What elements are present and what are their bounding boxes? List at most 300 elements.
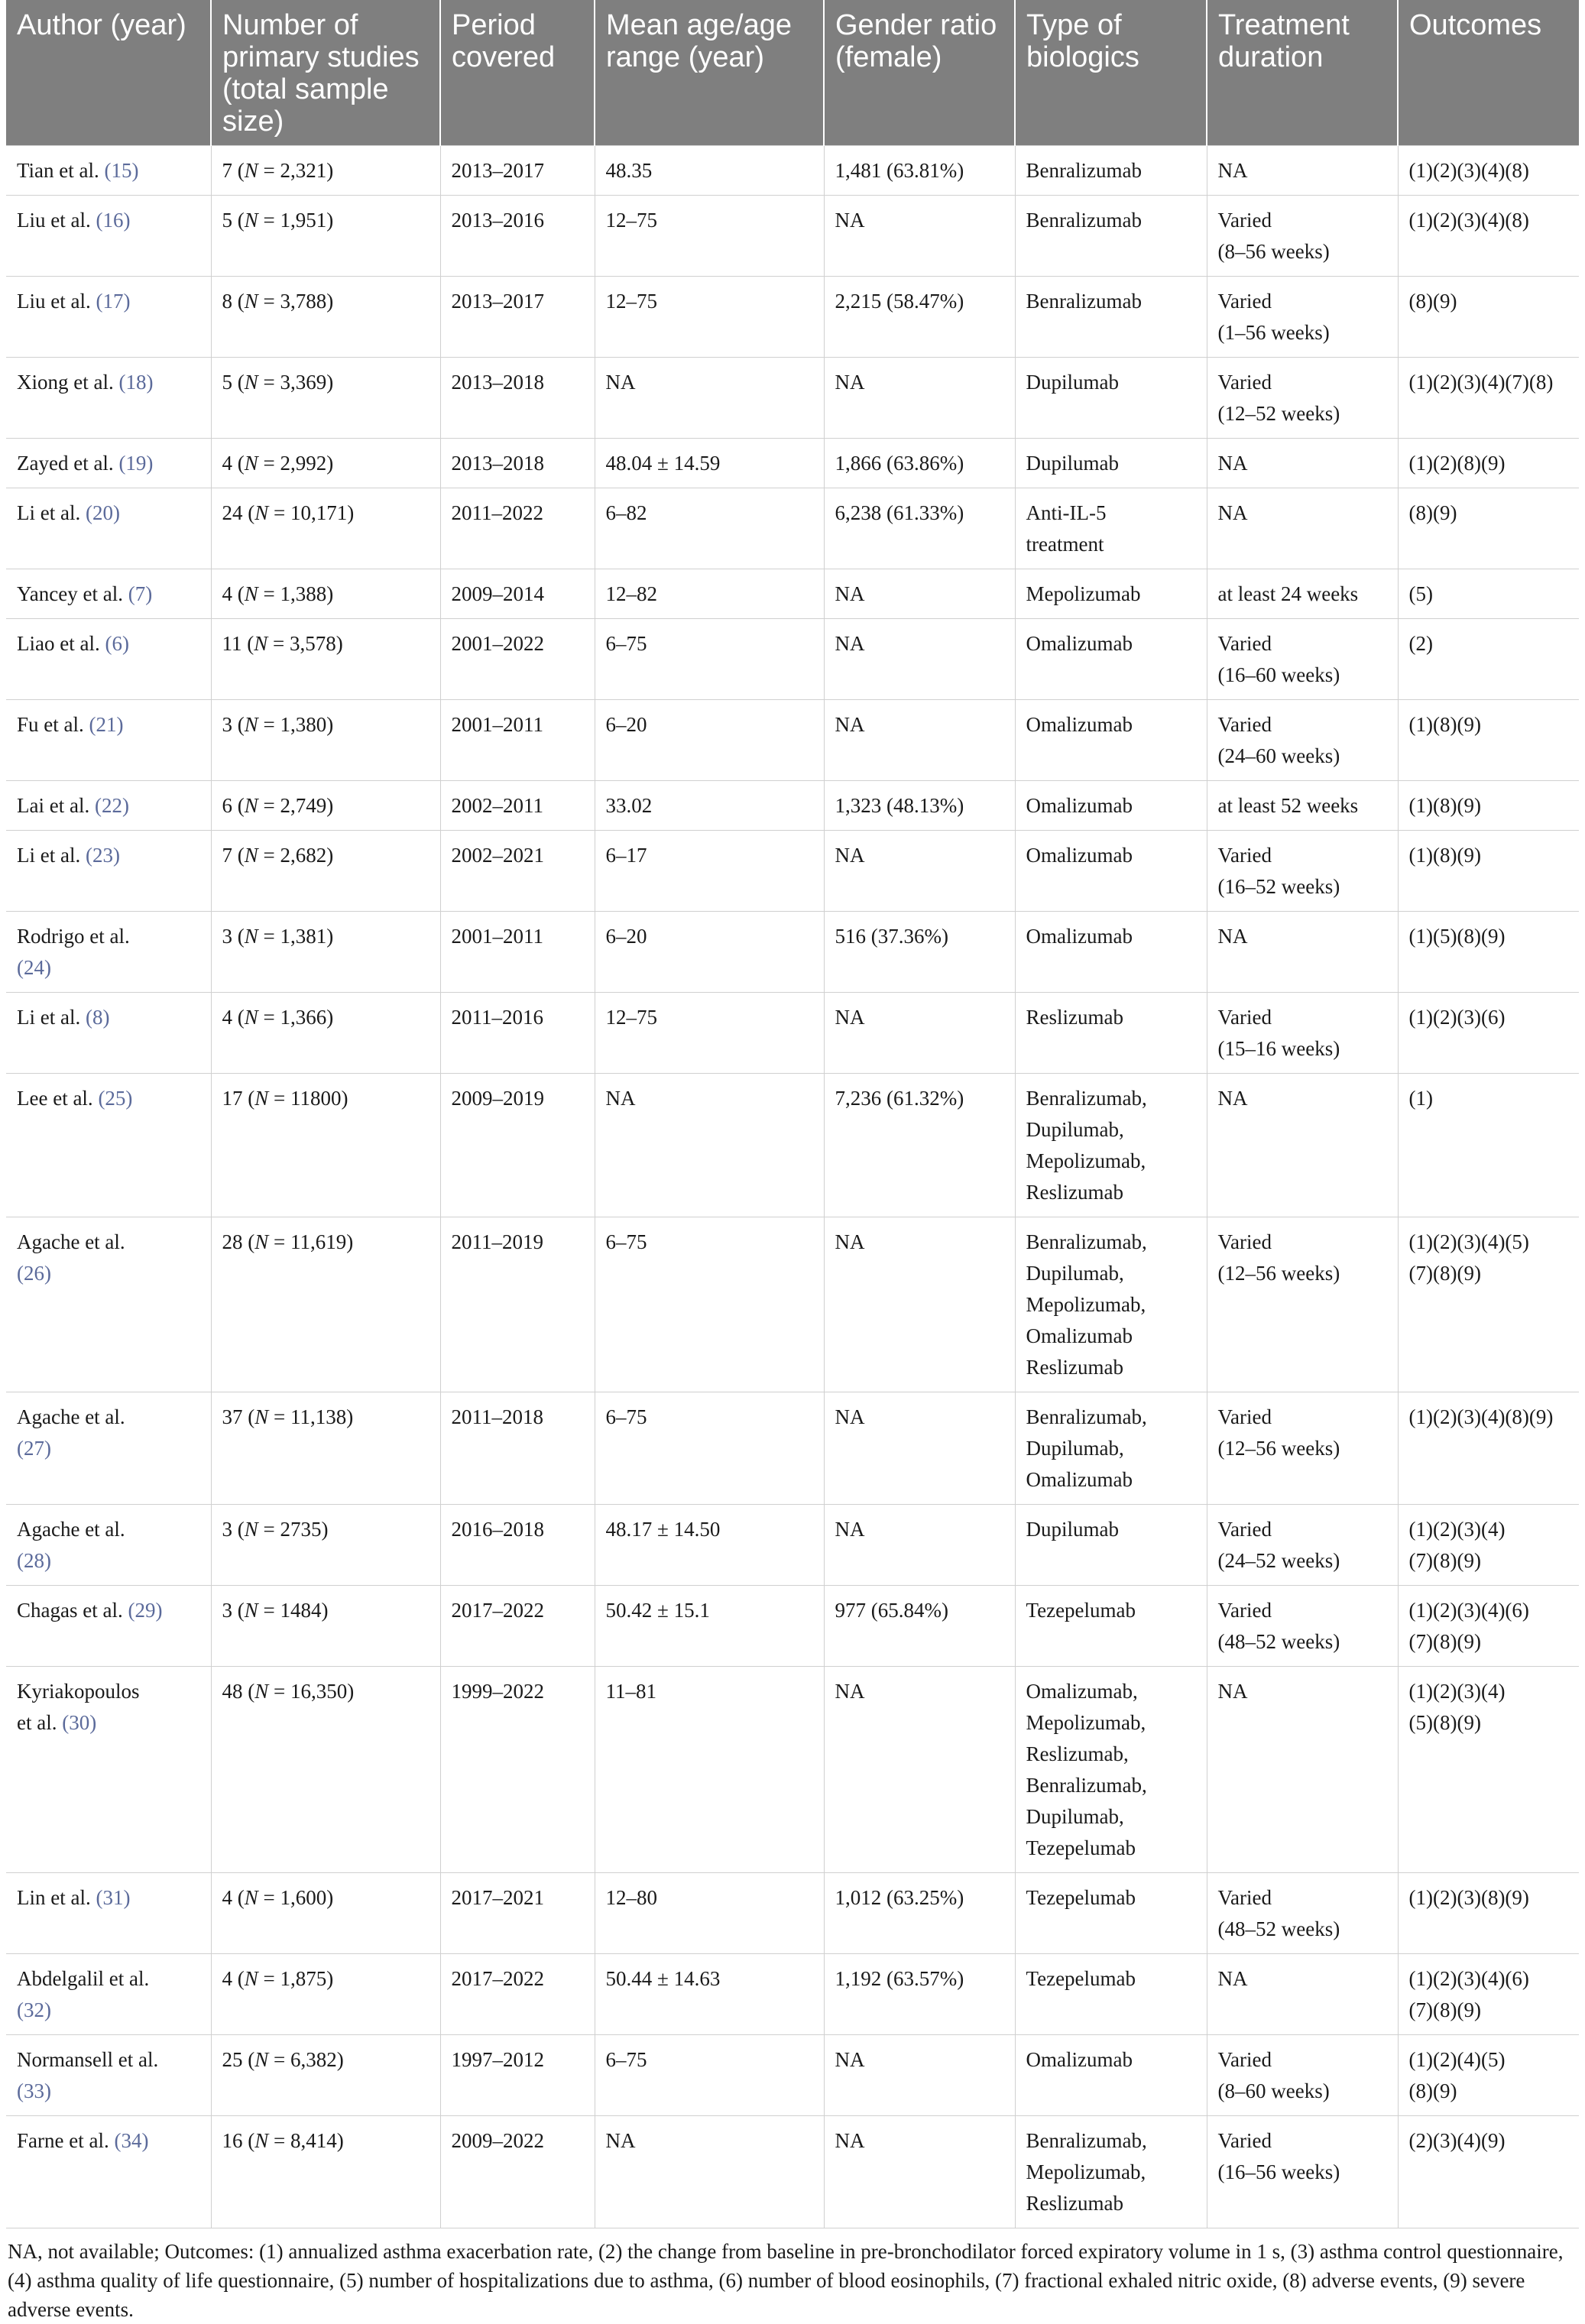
- sample-size: 1,381): [280, 925, 334, 948]
- reference-link: (16): [96, 209, 131, 232]
- cell-duration: [1207, 1586, 1398, 1667]
- duration-line: (48–52 weeks): [1217, 1917, 1340, 1940]
- sample-size: 2,749): [280, 794, 334, 817]
- cell-biologics: [1015, 700, 1207, 781]
- cell-outcomes: [1398, 1667, 1579, 1873]
- sample-size-label: N: [244, 209, 258, 232]
- duration-line: (12–52 weeks): [1217, 402, 1340, 425]
- cell-outcomes: [1398, 831, 1579, 912]
- sample-size: 11,619): [290, 1230, 354, 1253]
- sample-size-label: N: [254, 501, 269, 524]
- cell-biologics: [1015, 1217, 1207, 1392]
- biologics-line: Reslizumab: [1026, 1006, 1123, 1029]
- cell-age: 12–75: [595, 993, 824, 1074]
- author-name: Tian et al.: [17, 159, 99, 182]
- cell-author: [6, 1074, 211, 1217]
- duration-line: (12–56 weeks): [1217, 1437, 1340, 1460]
- author-name: Liu et al.: [17, 290, 91, 313]
- biologics-line: Dupilumab: [1026, 452, 1119, 475]
- table-row: [6, 488, 1579, 569]
- biologics-line: Mepolizumab,: [1026, 1711, 1146, 1734]
- cell-author: [6, 277, 211, 358]
- cell-outcomes: [1398, 1392, 1579, 1505]
- cell-age: 48.04 ± 14.59: [595, 439, 824, 488]
- sample-size-label: N: [244, 844, 258, 867]
- biologics-line: Reslizumab: [1026, 1181, 1123, 1204]
- cell-studies: [211, 619, 440, 700]
- author-name: Fu et al.: [17, 713, 84, 736]
- sample-size-label: N: [254, 1680, 269, 1703]
- reference-link: (30): [62, 1711, 97, 1734]
- sample-size-label: N: [244, 1886, 258, 1909]
- cell-gender: 1,866 (63.86%): [824, 439, 1015, 488]
- cell-duration: [1207, 700, 1398, 781]
- table-row: [6, 700, 1579, 781]
- cell-period: 2011–2022: [440, 488, 595, 569]
- cell-gender: 7,236 (61.32%): [824, 1074, 1015, 1217]
- studies-count: 3 (: [222, 1599, 245, 1622]
- studies-count: 25 (: [222, 2048, 255, 2071]
- sample-size-label: N: [254, 2048, 269, 2071]
- cell-duration: [1207, 569, 1398, 619]
- cell-author: [6, 358, 211, 439]
- cell-studies: [211, 196, 440, 277]
- biologics-line: Omalizumab: [1026, 632, 1133, 655]
- cell-age: 12–75: [595, 196, 824, 277]
- header-gender: Gender ratio (female): [824, 0, 1015, 146]
- duration-line: (16–52 weeks): [1217, 875, 1340, 898]
- cell-age: 6–75: [595, 2035, 824, 2116]
- biologics-line: Omalizumab: [1026, 1324, 1133, 1347]
- table-row: [6, 831, 1579, 912]
- cell-age: 12–82: [595, 569, 824, 619]
- author-name: Agache et al.: [17, 1230, 125, 1253]
- biologics-line: Tezepelumab: [1026, 1886, 1136, 1909]
- cell-author: [6, 439, 211, 488]
- reference-link: (33): [17, 2079, 51, 2102]
- cell-biologics: [1015, 358, 1207, 439]
- cell-biologics: [1015, 831, 1207, 912]
- cell-gender: NA: [824, 700, 1015, 781]
- cell-period: 2013–2017: [440, 146, 595, 196]
- cell-duration: [1207, 358, 1398, 439]
- biologics-line: Dupilumab,: [1026, 1118, 1124, 1141]
- outcomes-line: (8)(9): [1408, 501, 1457, 524]
- biologics-line: treatment: [1026, 533, 1104, 556]
- outcomes-line: (1)(5)(8)(9): [1408, 925, 1506, 948]
- author-name-cont: et al.: [17, 1711, 57, 1734]
- sample-size-label: N: [244, 1518, 258, 1541]
- duration-line: (8–56 weeks): [1217, 240, 1330, 263]
- biologics-line: Benralizumab,: [1026, 2129, 1147, 2152]
- table-row: [6, 146, 1579, 196]
- outcomes-line: (1)(8)(9): [1408, 713, 1481, 736]
- duration-line: Varied: [1217, 713, 1272, 736]
- cell-period: 2009–2014: [440, 569, 595, 619]
- sample-size: 6,382): [290, 2048, 344, 2071]
- biologics-line: Tezepelumab: [1026, 1967, 1136, 1990]
- cell-outcomes: [1398, 2035, 1579, 2116]
- reference-link: (32): [17, 1998, 51, 2021]
- cell-duration: [1207, 1217, 1398, 1392]
- cell-period: 2013–2018: [440, 439, 595, 488]
- cell-age: NA: [595, 2116, 824, 2228]
- cell-duration: [1207, 1873, 1398, 1954]
- studies-count: 3 (: [222, 713, 245, 736]
- reference-link: (8): [85, 1006, 110, 1029]
- sample-size: 1,875): [280, 1967, 334, 1990]
- cell-author: [6, 1954, 211, 2035]
- outcomes-line: (1)(2)(3)(4)(8): [1408, 159, 1529, 182]
- biologics-line: Mepolizumab,: [1026, 2160, 1146, 2183]
- cell-age: 6–20: [595, 700, 824, 781]
- biologics-line: Omalizumab: [1026, 713, 1133, 736]
- cell-period: 2013–2018: [440, 358, 595, 439]
- author-name: Kyriakopoulos: [17, 1680, 140, 1703]
- biologics-line: Benralizumab,: [1026, 1405, 1147, 1428]
- reference-link: (23): [85, 844, 120, 867]
- duration-line: (1–56 weeks): [1217, 321, 1330, 344]
- cell-gender: NA: [824, 993, 1015, 1074]
- cell-period: 2001–2022: [440, 619, 595, 700]
- outcomes-line: (1)(2)(3)(4)(5): [1408, 1230, 1529, 1253]
- sample-size-label: N: [244, 713, 258, 736]
- duration-line: NA: [1217, 925, 1248, 948]
- studies-count: 37 (: [222, 1405, 255, 1428]
- cell-studies: [211, 781, 440, 831]
- cell-biologics: [1015, 569, 1207, 619]
- cell-duration: [1207, 1667, 1398, 1873]
- table-container: [6, 0, 1579, 2324]
- cell-age: 6–20: [595, 912, 824, 993]
- outcomes-line: (7)(8)(9): [1408, 1262, 1481, 1285]
- cell-outcomes: [1398, 1586, 1579, 1667]
- duration-line: (8–60 weeks): [1217, 2079, 1330, 2102]
- table-row: [6, 196, 1579, 277]
- cell-gender: NA: [824, 2035, 1015, 2116]
- cell-studies: [211, 2035, 440, 2116]
- cell-age: 12–80: [595, 1873, 824, 1954]
- cell-period: 2001–2011: [440, 912, 595, 993]
- duration-line: Varied: [1217, 2048, 1272, 2071]
- duration-line: at least 24 weeks: [1217, 582, 1359, 605]
- author-name: Liu et al.: [17, 209, 91, 232]
- sample-size: 8,414): [290, 2129, 344, 2152]
- cell-period: 2013–2016: [440, 196, 595, 277]
- outcomes-line: (1): [1408, 1087, 1433, 1110]
- cell-age: 12–75: [595, 277, 824, 358]
- cell-period: 2011–2016: [440, 993, 595, 1074]
- biologics-line: Omalizumab: [1026, 2048, 1133, 2071]
- sample-size: 3,788): [280, 290, 334, 313]
- sample-size: 1,380): [280, 713, 334, 736]
- cell-outcomes: [1398, 781, 1579, 831]
- duration-line: Varied: [1217, 632, 1272, 655]
- cell-studies: [211, 1505, 440, 1586]
- cell-period: 2011–2018: [440, 1392, 595, 1505]
- sample-size-label: N: [254, 1405, 269, 1428]
- cell-outcomes: [1398, 277, 1579, 358]
- cell-age: NA: [595, 1074, 824, 1217]
- cell-author: [6, 2035, 211, 2116]
- studies-count: 7 (: [222, 844, 245, 867]
- duration-line: (12–56 weeks): [1217, 1262, 1340, 1285]
- cell-studies: [211, 1392, 440, 1505]
- biologics-line: Dupilumab,: [1026, 1262, 1124, 1285]
- cell-period: 1999–2022: [440, 1667, 595, 1873]
- sample-size-eq: =: [258, 925, 280, 948]
- studies-count: 11 (: [222, 632, 254, 655]
- author-name: Abdelgalil et al.: [17, 1967, 150, 1990]
- biologics-line: Dupilumab,: [1026, 1437, 1124, 1460]
- cell-age: 11–81: [595, 1667, 824, 1873]
- table-row: [6, 1505, 1579, 1586]
- reference-link: (20): [85, 501, 120, 524]
- cell-duration: [1207, 1392, 1398, 1505]
- duration-line: (16–56 weeks): [1217, 2160, 1340, 2183]
- cell-duration: [1207, 196, 1398, 277]
- studies-count: 3 (: [222, 925, 245, 948]
- cell-age: 6–75: [595, 1217, 824, 1392]
- cell-period: 2009–2019: [440, 1074, 595, 1217]
- sample-size-eq: =: [258, 713, 280, 736]
- sample-size-label: N: [254, 1087, 269, 1110]
- duration-line: (48–52 weeks): [1217, 1630, 1340, 1653]
- duration-line: Varied: [1217, 1518, 1272, 1541]
- biologics-line: Benralizumab,: [1026, 1774, 1147, 1797]
- author-name: Lee et al.: [17, 1087, 93, 1110]
- cell-period: 2002–2011: [440, 781, 595, 831]
- outcomes-line: (2)(3)(4)(9): [1408, 2129, 1506, 2152]
- cell-age: 6–82: [595, 488, 824, 569]
- cell-studies: [211, 1217, 440, 1392]
- outcomes-line: (1)(8)(9): [1408, 794, 1481, 817]
- reference-link: (29): [128, 1599, 163, 1622]
- reference-link: (15): [104, 159, 139, 182]
- table-row: [6, 277, 1579, 358]
- cell-author: [6, 2116, 211, 2228]
- sample-size-eq: =: [258, 159, 280, 182]
- table-row: [6, 358, 1579, 439]
- biologics-line: Omalizumab: [1026, 844, 1133, 867]
- cell-gender: 2,215 (58.47%): [824, 277, 1015, 358]
- cell-studies: [211, 1954, 440, 2035]
- table-row: [6, 569, 1579, 619]
- outcomes-line: (1)(8)(9): [1408, 844, 1481, 867]
- studies-count: 16 (: [222, 2129, 255, 2152]
- sample-size-label: N: [254, 632, 268, 655]
- outcomes-line: (1)(2)(3)(4)(6): [1408, 1599, 1529, 1622]
- cell-author: [6, 1667, 211, 1873]
- cell-duration: [1207, 1074, 1398, 1217]
- reference-link: (34): [114, 2129, 149, 2152]
- header-duration: Treatment duration: [1207, 0, 1398, 146]
- table-row: [6, 1074, 1579, 1217]
- cell-outcomes: [1398, 912, 1579, 993]
- cell-age: 6–75: [595, 619, 824, 700]
- table-row: [6, 439, 1579, 488]
- reference-link: (28): [17, 1549, 51, 1572]
- biologics-line: Reslizumab: [1026, 2192, 1123, 2215]
- studies-count: 24 (: [222, 501, 255, 524]
- table-row: [6, 1667, 1579, 1873]
- studies-count: 8 (: [222, 290, 245, 313]
- author-name: Li et al.: [17, 1006, 81, 1029]
- duration-line: at least 52 weeks: [1217, 794, 1359, 817]
- cell-author: [6, 700, 211, 781]
- author-name: Normansell et al.: [17, 2048, 159, 2071]
- cell-author: [6, 993, 211, 1074]
- duration-line: (24–60 weeks): [1217, 744, 1340, 767]
- author-name: Chagas et al.: [17, 1599, 123, 1622]
- biologics-line: Mepolizumab: [1026, 582, 1141, 605]
- cell-duration: [1207, 439, 1398, 488]
- biologics-line: Omalizumab: [1026, 925, 1133, 948]
- author-name: Xiong et al.: [17, 371, 114, 394]
- cell-biologics: [1015, 993, 1207, 1074]
- duration-line: NA: [1217, 501, 1248, 524]
- sample-size-eq: =: [258, 1006, 280, 1029]
- sample-size: 2,682): [280, 844, 334, 867]
- cell-studies: [211, 700, 440, 781]
- cell-author: [6, 1873, 211, 1954]
- sample-size: 2,992): [280, 452, 334, 475]
- header-outcomes: Outcomes: [1398, 0, 1579, 146]
- cell-duration: [1207, 993, 1398, 1074]
- duration-line: Varied: [1217, 1886, 1272, 1909]
- cell-age: 50.44 ± 14.63: [595, 1954, 824, 2035]
- biologics-line: Anti-IL-5: [1026, 501, 1107, 524]
- duration-line: NA: [1217, 1087, 1248, 1110]
- cell-period: 1997–2012: [440, 2035, 595, 2116]
- duration-line: Varied: [1217, 290, 1272, 313]
- sample-size-eq: =: [268, 1230, 290, 1253]
- outcomes-line: (1)(2)(3)(4)(8): [1408, 209, 1529, 232]
- sample-size-eq: =: [258, 794, 280, 817]
- cell-biologics: [1015, 2116, 1207, 2228]
- sample-size-label: N: [244, 371, 258, 394]
- cell-gender: NA: [824, 1505, 1015, 1586]
- biologics-line: Benralizumab: [1026, 159, 1142, 182]
- sample-size-eq: =: [258, 844, 280, 867]
- duration-line: Varied: [1217, 371, 1272, 394]
- table-footnote: NA, not available; Outcomes: (1) annualized asthma exacerbation rate, (2) the change from baseline in pre-bronchodilator forced expiratory volume in 1 s, (3) asthma control questionnaire, (4) asthma quality of life questionnaire, (5) number of hospitalizations due to asthma, (6) number of blood eosinophils, (7) fractional exhaled nitric oxide, (8) adverse events, (9) severe adverse events.: [8, 2240, 1564, 2321]
- sample-size-label: N: [244, 794, 258, 817]
- cell-studies: [211, 569, 440, 619]
- cell-author: [6, 1392, 211, 1505]
- biologics-line: Omalizumab: [1026, 794, 1133, 817]
- cell-biologics: [1015, 912, 1207, 993]
- cell-duration: [1207, 277, 1398, 358]
- biologics-line: Tezepelumab: [1026, 1599, 1136, 1622]
- studies-count: 4 (: [222, 1006, 245, 1029]
- header-biologics: Type of biologics: [1015, 0, 1207, 146]
- sample-size: 2735): [280, 1518, 329, 1541]
- reference-link: (26): [17, 1262, 51, 1285]
- duration-line: (15–16 weeks): [1217, 1037, 1340, 1060]
- cell-biologics: [1015, 2035, 1207, 2116]
- outcomes-line: (8)(9): [1408, 290, 1457, 313]
- cell-biologics: [1015, 146, 1207, 196]
- biologics-line: Benralizumab,: [1026, 1087, 1147, 1110]
- sample-size: 1,600): [280, 1886, 334, 1909]
- cell-age: 48.35: [595, 146, 824, 196]
- sample-size-label: N: [254, 2129, 269, 2152]
- outcomes-line: (1)(2)(8)(9): [1408, 452, 1506, 475]
- cell-studies: [211, 831, 440, 912]
- author-name: Agache et al.: [17, 1405, 125, 1428]
- cell-outcomes: [1398, 358, 1579, 439]
- cell-gender: NA: [824, 358, 1015, 439]
- studies-count: 48 (: [222, 1680, 255, 1703]
- table-row: [6, 1954, 1579, 2035]
- sample-size-label: N: [254, 1230, 269, 1253]
- outcomes-line: (8)(9): [1408, 2079, 1457, 2102]
- outcomes-line: (5): [1408, 582, 1433, 605]
- sample-size-eq: =: [268, 1087, 290, 1110]
- cell-outcomes: [1398, 1954, 1579, 2035]
- cell-gender: 1,323 (48.13%): [824, 781, 1015, 831]
- author-name: Zayed et al.: [17, 452, 114, 475]
- cell-biologics: [1015, 1586, 1207, 1667]
- cell-outcomes: [1398, 1074, 1579, 1217]
- cell-author: [6, 781, 211, 831]
- duration-line: (16–60 weeks): [1217, 663, 1340, 686]
- meta-analyses-table: [6, 0, 1579, 2228]
- cell-biologics: [1015, 619, 1207, 700]
- cell-outcomes: [1398, 619, 1579, 700]
- sample-size-label: N: [244, 925, 258, 948]
- header-studies: Number of primary studies (total sample size): [211, 0, 440, 146]
- cell-biologics: [1015, 1392, 1207, 1505]
- cell-gender: NA: [824, 569, 1015, 619]
- cell-biologics: [1015, 439, 1207, 488]
- cell-studies: [211, 1667, 440, 1873]
- cell-biologics: [1015, 781, 1207, 831]
- biologics-line: Mepolizumab,: [1026, 1149, 1146, 1172]
- cell-outcomes: [1398, 1505, 1579, 1586]
- cell-gender: 977 (65.84%): [824, 1586, 1015, 1667]
- sample-size-label: N: [244, 1599, 258, 1622]
- cell-studies: [211, 2116, 440, 2228]
- cell-period: 2017–2021: [440, 1873, 595, 1954]
- cell-author: [6, 619, 211, 700]
- reference-link: (7): [128, 582, 153, 605]
- cell-duration: [1207, 781, 1398, 831]
- cell-gender: NA: [824, 1667, 1015, 1873]
- cell-outcomes: [1398, 488, 1579, 569]
- studies-count: 5 (: [222, 209, 245, 232]
- duration-line: Varied: [1217, 1006, 1272, 1029]
- cell-outcomes: [1398, 146, 1579, 196]
- cell-duration: [1207, 146, 1398, 196]
- reference-link: (31): [96, 1886, 131, 1909]
- cell-author: [6, 1586, 211, 1667]
- reference-link: (6): [105, 632, 129, 655]
- biologics-line: Reslizumab: [1026, 1356, 1123, 1379]
- cell-period: 2016–2018: [440, 1505, 595, 1586]
- reference-link: (21): [89, 713, 124, 736]
- cell-duration: [1207, 2116, 1398, 2228]
- cell-duration: [1207, 488, 1398, 569]
- table-body: [6, 146, 1579, 2228]
- sample-size-eq: =: [258, 452, 280, 475]
- cell-gender: NA: [824, 2116, 1015, 2228]
- sample-size-eq: =: [258, 290, 280, 313]
- biologics-line: Benralizumab,: [1026, 1230, 1147, 1253]
- sample-size: 11,138): [290, 1405, 354, 1428]
- studies-count: 4 (: [222, 452, 245, 475]
